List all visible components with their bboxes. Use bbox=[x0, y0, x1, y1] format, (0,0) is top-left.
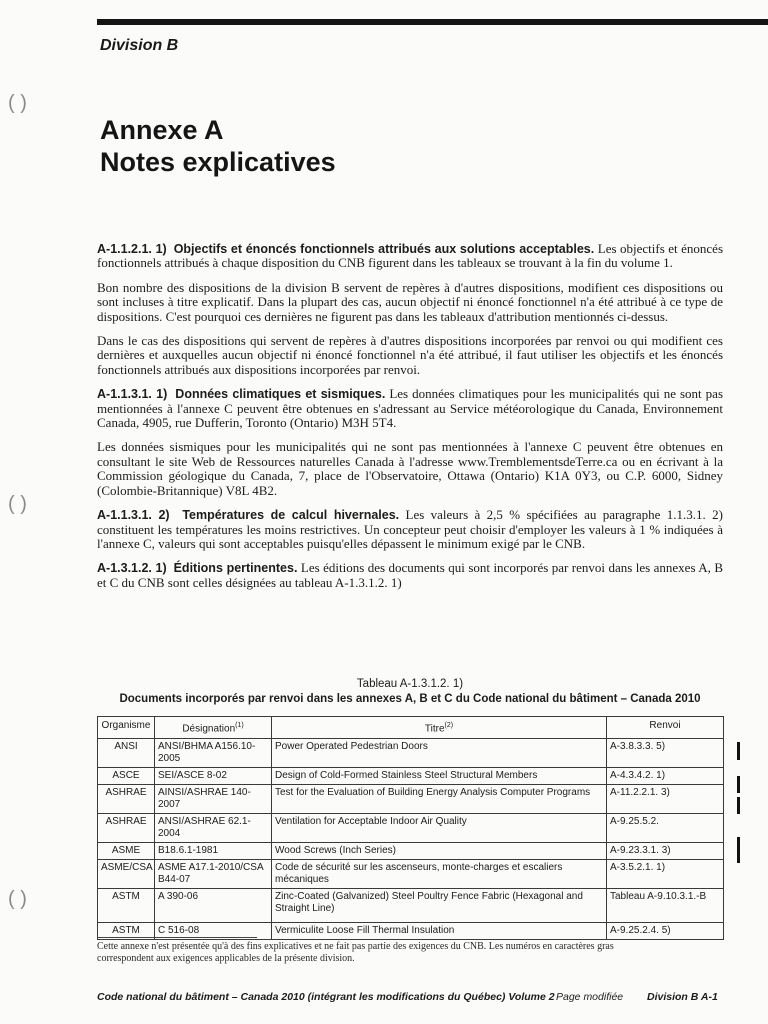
cell-designation: ANSI/BHMA A156.10-2005 bbox=[155, 739, 272, 768]
cell-designation: ASME A17.1-2010/CSA B44-07 bbox=[155, 860, 272, 889]
cell-title: Code de sécurité sur les ascenseurs, monte-charges et escaliers mécaniques bbox=[272, 860, 607, 889]
revision-bar bbox=[737, 742, 740, 760]
cell-org: ANSI bbox=[98, 739, 155, 768]
col-header-org: Organisme bbox=[98, 717, 155, 739]
article-ref: A-1.1.3.1. 2) bbox=[97, 508, 170, 523]
article-title: Objectifs et énoncés fonctionnels attribués aux solutions acceptables. bbox=[173, 242, 595, 256]
cell-org: ASCE bbox=[98, 768, 155, 785]
note-a-1-1-2-1 bbox=[97, 242, 723, 271]
table-row bbox=[98, 843, 724, 860]
binder-hole-mark-top: ( ) bbox=[8, 92, 27, 114]
cell-ref: A-3.5.2.1. 1) bbox=[607, 860, 724, 889]
cell-designation: SEI/ASCE 8-02 bbox=[155, 768, 272, 785]
note-a-1-1-3-1-1 bbox=[97, 387, 723, 430]
table-row bbox=[98, 814, 724, 843]
footer-modified-label: Page modifiée bbox=[556, 991, 624, 1003]
annex-title-line1: Annexe A bbox=[100, 115, 224, 145]
top-rule bbox=[97, 19, 768, 25]
article-title: Données climatiques et sismiques. bbox=[175, 387, 386, 402]
cell-title: Test for the Evaluation of Building Energy Analysis Computer Programs bbox=[272, 785, 607, 814]
revision-bar bbox=[737, 776, 740, 793]
cell-org: ASTM bbox=[98, 889, 155, 923]
cell-ref: A-11.2.2.1. 3) bbox=[607, 785, 724, 814]
article-text: Les données climatiques pour les municipalités qui ne sont pas mentionnées à l'annexe C peuvent être obtenues en s'adressant au Service météorologique du Canada, Environnement Canada, 4905, rue Dufferin, Toronto (Ontario) M3H 5T4. bbox=[97, 386, 723, 431]
cell-designation: AINSI/ASHRAE 140-2007 bbox=[155, 785, 272, 814]
cell-title: Design of Cold-Formed Stainless Steel Structural Members bbox=[272, 768, 607, 785]
cell-designation: A 390-06 bbox=[155, 889, 272, 923]
binder-hole-mark-middle: ( ) bbox=[8, 493, 27, 515]
footnote-marker: (1) bbox=[235, 722, 244, 729]
article-title: Températures de calcul hivernales. bbox=[182, 508, 400, 523]
cell-designation: ANSI/ASHRAE 62.1-2004 bbox=[155, 814, 272, 843]
cell-title: Wood Screws (Inch Series) bbox=[272, 843, 607, 860]
cell-ref: A-9.25.2.4. 5) bbox=[607, 923, 724, 940]
note-a-1-3-1-2 bbox=[97, 561, 723, 590]
cell-org: ASHRAE bbox=[98, 785, 155, 814]
footnote: Cette annexe n'est présentée qu'à des fins explicatives et ne fait pas partie des exigences du CNB. Les numéros en caractères gras correspondent aux exigences applicables de la présente division. bbox=[97, 941, 614, 964]
article-text: Les éditions des documents qui sont incorporés par renvoi dans les annexes A, B et C du CNB sont celles désignées au tableau A-1.3.1.2. 1) bbox=[97, 560, 723, 590]
cell-ref: A-3.8.3.3. 5) bbox=[607, 739, 724, 768]
footnote-marker: (2) bbox=[444, 722, 454, 729]
table-row bbox=[98, 889, 724, 923]
table-subtitle: Documents incorporés par renvoi dans les annexes A, B et C du Code national du bâtiment – Canada 2010 bbox=[119, 693, 701, 705]
cell-org: ASME bbox=[98, 843, 155, 860]
cell-designation: B18.6.1-1981 bbox=[155, 843, 272, 860]
division-header: Division B bbox=[100, 37, 179, 54]
notes-body bbox=[97, 242, 723, 600]
article-ref: A-1.1.2.1. 1) bbox=[97, 242, 167, 256]
paragraph: Dans le cas des dispositions qui servent de repères à d'autres dispositions incorporées par renvoi ou qui modifient ces dernières et auxquelles aucun objectif ni énoncé fonctionnel n'a été attribué, il faut utiliser les objectifs et les énoncés fonctionnels attribués aux dispositions incorporées par renvoi. bbox=[97, 333, 723, 377]
cell-title: Ventilation for Acceptable Indoor Air Quality bbox=[272, 814, 607, 843]
col-header-ref: Renvoi bbox=[607, 717, 724, 739]
footer-code-title: Code national du bâtiment – Canada 2010 (intégrant les modifications du Québec) Volume 2 bbox=[97, 991, 555, 1003]
table-row bbox=[98, 768, 724, 785]
cell-ref: A-9.25.5.2. bbox=[607, 814, 724, 843]
col-header-title: Titre$^{(2)}$ bbox=[272, 717, 607, 739]
annex-title bbox=[100, 114, 336, 178]
table-row bbox=[98, 785, 724, 814]
revision-bar bbox=[737, 837, 740, 863]
cell-org: ASTM bbox=[98, 923, 155, 940]
cell-ref: A-4.3.4.2. 1) bbox=[607, 768, 724, 785]
footer-page-number: Division B A-1 bbox=[647, 991, 718, 1003]
article-ref: A-1.1.3.1. 1) bbox=[97, 387, 168, 402]
table-row bbox=[98, 739, 724, 768]
cell-title: Zinc-Coated (Galvanized) Steel Poultry Fence Fabric (Hexagonal and Straight Line) bbox=[272, 889, 607, 923]
article-title: Éditions pertinentes. bbox=[173, 561, 298, 576]
note-a-1-1-3-1-2 bbox=[97, 508, 723, 551]
revision-bar bbox=[737, 797, 740, 814]
table-number: Tableau A-1.3.1.2. 1) bbox=[356, 678, 464, 690]
table-row bbox=[98, 860, 724, 889]
cell-ref: Tableau A-9.10.3.1.-B bbox=[607, 889, 724, 923]
table-caption bbox=[97, 677, 723, 707]
cell-org: ASHRAE bbox=[98, 814, 155, 843]
referenced-documents-table bbox=[97, 716, 724, 940]
page-footer bbox=[97, 991, 723, 1003]
paragraph: Les données sismiques pour les municipalités qui ne sont pas mentionnées à l'annexe C peuvent être obtenues en consultant le site Web de Ressources naturelles Canada à l'adresse www.TremblementsdeTerre.ca ou en écrivant à la Commission géologique du Canada, 7, place de l'Observatoire, Ottawa (Ontario) K1A 0Y3, ou C.P. 6000, Sidney (Colombie-Britannique) V8L 4B2. bbox=[97, 439, 723, 498]
table-header-row bbox=[98, 717, 724, 739]
cell-designation: C 516-08 bbox=[155, 923, 272, 940]
article-text: Les valeurs à 2,5 % spécifiées au paragraphe 1.1.3.1. 2) constituent les températures les moins restrictives. Un concepteur peut choisir d'employer les valeurs à 1 % indiquées à l'annexe C, valeurs qui sont acceptables puisqu'elles dépassent le minimum exigé par le CNB. bbox=[97, 507, 723, 551]
cell-org: ASME/CSA bbox=[98, 860, 155, 889]
article-text: Les objectifs et énoncés fonctionnels attribués à chaque disposition du CNB figurent dans les tableaux se trouvant à la fin du volume 1. bbox=[97, 241, 724, 271]
annex-title-line2: Notes explicatives bbox=[100, 147, 336, 177]
binder-hole-mark-bottom: ( ) bbox=[8, 888, 27, 910]
paragraph: Bon nombre des dispositions de la division B servent de repères à d'autres dispositions, modifient ces dispositions ou sont incluses à titre explicatif. Dans la plupart des cas, aucun objectif ni énoncé fonctionnel n'a été attribué à ce type de dispositions. C'est pourquoi ces dernières ne figurent pas dans les tableaux d'attribution mentionnés ci-dessus. bbox=[97, 279, 723, 324]
cell-title: Power Operated Pedestrian Doors bbox=[272, 739, 607, 768]
cell-ref: A-9.23.3.1. 3) bbox=[607, 843, 724, 860]
article-ref: A-1.3.1.2. 1) bbox=[97, 561, 167, 576]
cell-title: Vermiculite Loose Fill Thermal Insulation bbox=[272, 923, 607, 940]
footnote-rule bbox=[97, 937, 257, 938]
col-header-designation: Désignation$^{(1)}$ bbox=[155, 717, 272, 739]
